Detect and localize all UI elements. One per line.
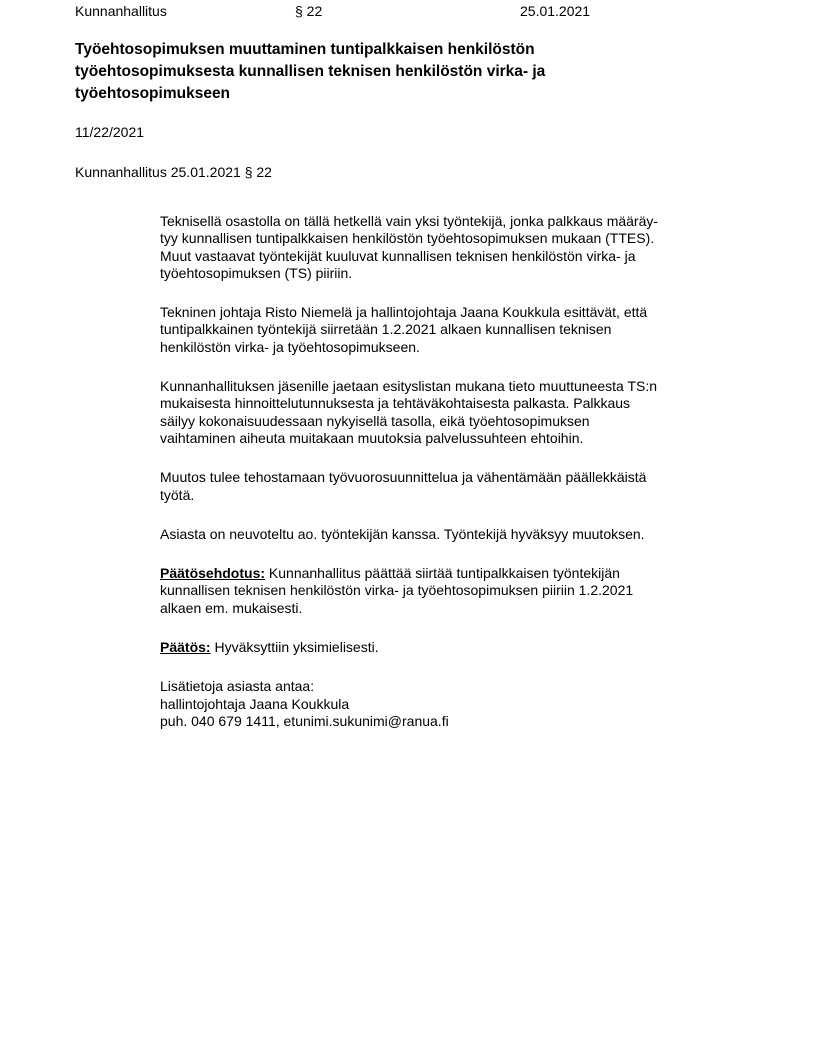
text-line: työehtosopimuksen (TS) piiriin.	[160, 264, 353, 281]
decision-label: Päätös:	[160, 639, 211, 656]
header-committee: Kunnanhallitus	[75, 3, 167, 19]
text-line: Muut vastaavat työntekijät kuuluvat kunnallisen teknisen henkilöstön virka- ja	[160, 247, 636, 264]
document-title-line: työehtosopimuksesta kunnallisen teknisen henkilöstön virka- ja	[75, 63, 546, 80]
body-paragraphs	[160, 213, 776, 730]
text-line: henkilöstön virka- ja työehtosopimukseen.	[160, 338, 420, 355]
decision-proposal-paragraph	[160, 565, 776, 617]
document-title-line: Työehtosopimuksen muuttaminen tuntipalkkaisen henkilöstön	[75, 41, 535, 58]
decision-paragraph	[160, 639, 776, 656]
text-line: Lisätietoja asiasta antaa:	[160, 678, 315, 695]
text-line: hallintojohtaja Jaana Koukkula	[160, 695, 350, 712]
text-line: Tekninen johtaja Risto Niemelä ja hallintojohtaja Jaana Koukkula esittävät, että	[160, 304, 648, 321]
text-line: Asiasta on neuvoteltu ao. työntekijän kanssa. Työntekijä hyväksyy muutoksen.	[160, 525, 645, 542]
proposal-presenters-paragraph	[160, 304, 776, 356]
text-line: kunnallisen teknisen henkilöstön virka- ja työehtosopimuksen piiriin 1.2.2021	[160, 582, 634, 599]
text-line: alkaen em. mukaisesti.	[160, 599, 303, 616]
negotiation-paragraph	[160, 526, 776, 543]
text-line: mukaisesta hinnoittelutunnuksesta ja tehtäväkohtaisesta palkasta. Palkkaus	[160, 395, 631, 412]
text-line: Teknisellä osastolla on tällä hetkellä vain yksi työntekijä, jonka palkkaus määräy-	[160, 213, 659, 229]
print-date: 11/22/2021	[75, 124, 145, 140]
text-line: Päätösehdotus: Kunnanhallitus päättää siirtää tuntipalkkaisen työntekijän	[160, 565, 620, 582]
header-date: 25.01.2021	[520, 3, 591, 19]
document-title-line: työehtosopimukseen	[75, 85, 231, 102]
intro-paragraph	[160, 213, 776, 282]
header-section-number: § 22	[295, 3, 323, 19]
text-line: Päätös: Hyväksyttiin yksimielisesti.	[160, 639, 379, 656]
text-line: puh. 040 679 1411, etunimi.sukunimi@ranua.fi	[160, 712, 449, 729]
contact-info-paragraph	[160, 678, 776, 730]
pay-information-paragraph	[160, 378, 776, 447]
text-line: vaihtaminen aiheuta muitakaan muutoksia palvelussuhteen ehtoihin.	[160, 429, 584, 446]
document-title	[75, 39, 776, 105]
text-line: säilyy kokonaisuudessaan nykyisellä tasolla, eikä työehtosopimuksen	[160, 412, 590, 429]
benefit-paragraph	[160, 469, 776, 504]
text-line: Kunnanhallituksen jäsenille jaetaan esityslistan mukana tieto muuttuneesta TS:n	[160, 378, 658, 395]
text-line: työtä.	[160, 486, 195, 503]
meeting-subheading: Kunnanhallitus 25.01.2021 § 22	[75, 164, 272, 180]
decision-label: Päätösehdotus:	[160, 565, 266, 582]
text-line: tyy kunnallisen tuntipalkkaisen henkilöstön työehtosopimuksen mukaan (TTES).	[160, 230, 655, 247]
text-line: tuntipalkkainen työntekijä siirretään 1.2.2021 alkaen kunnallisen teknisen	[160, 321, 612, 338]
text-line: Muutos tulee tehostamaan työvuorosuunnittelua ja vähentämään päällekkäistä	[160, 469, 647, 486]
page-header	[75, 3, 776, 19]
